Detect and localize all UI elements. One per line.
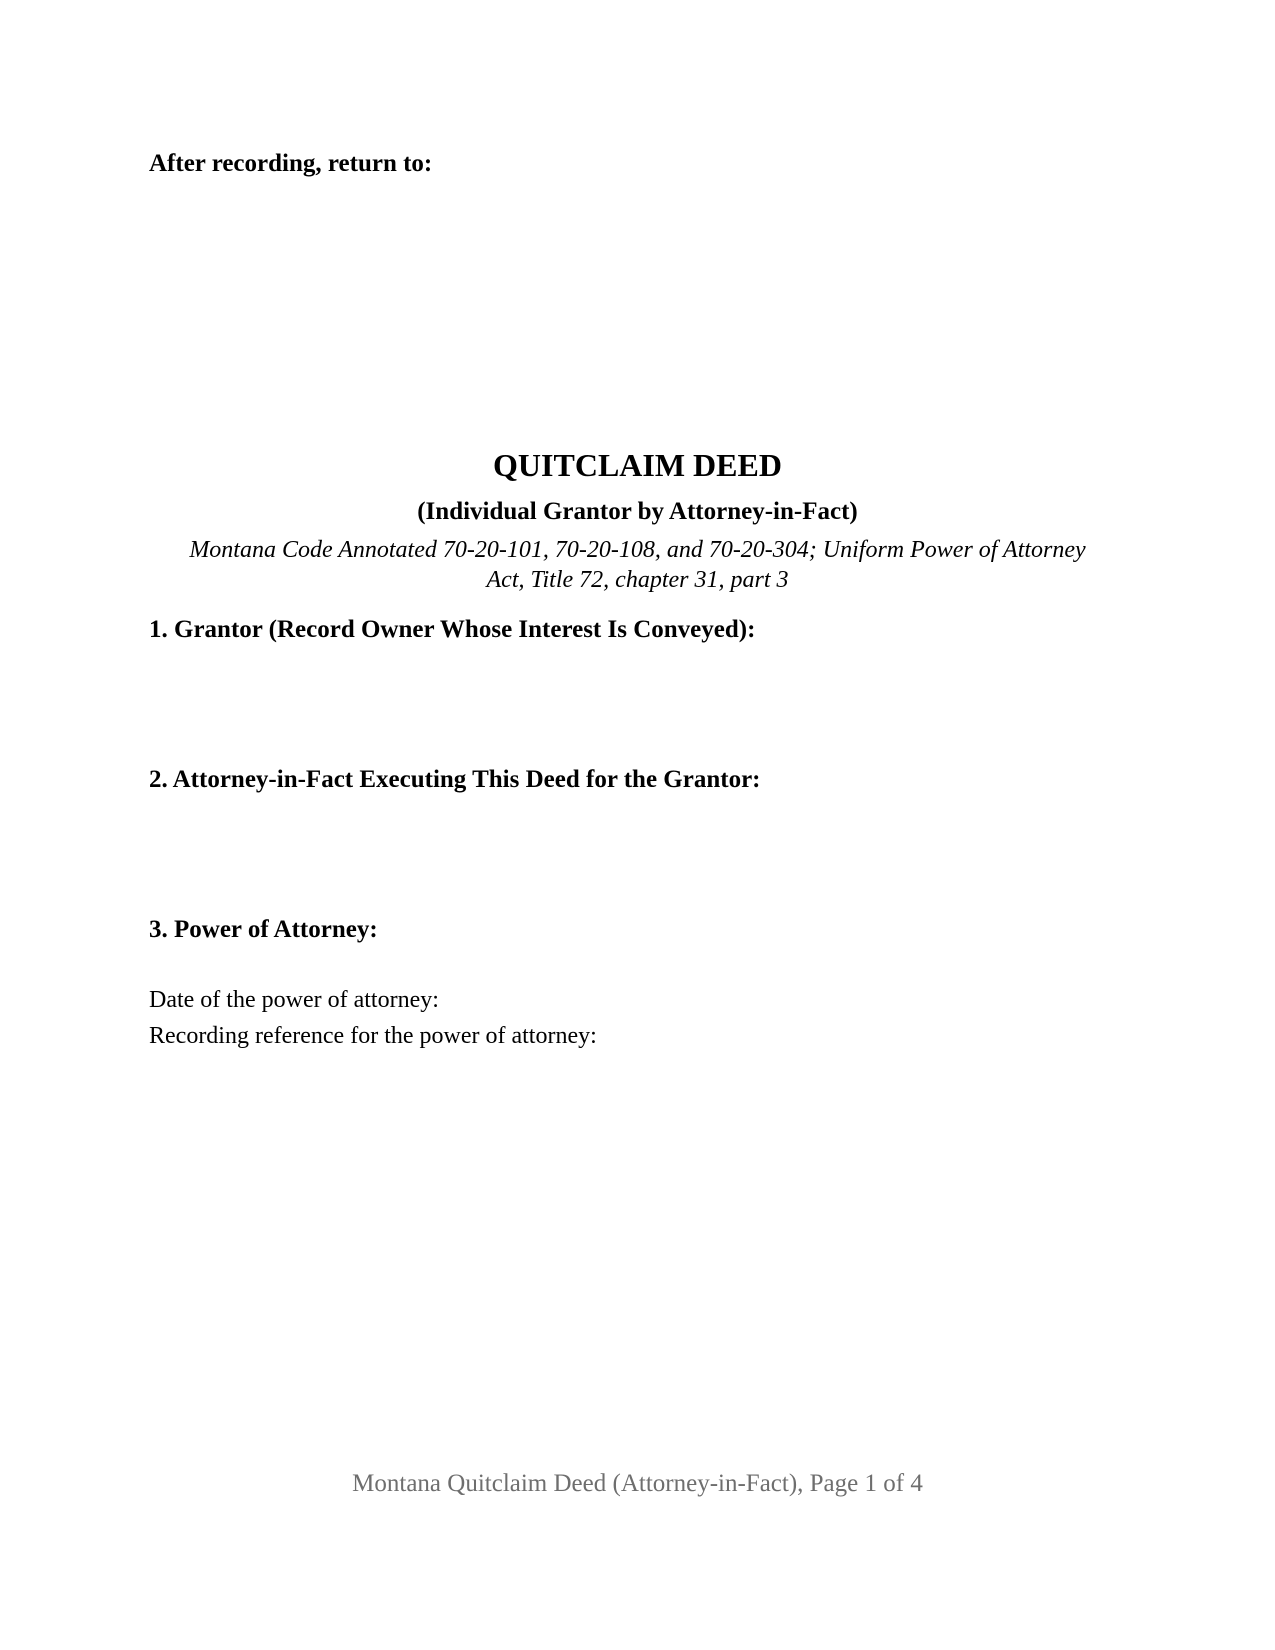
document-subtitle: (Individual Grantor by Attorney-in-Fact): [417, 498, 858, 525]
statute-citation-line-2: Act, Title 72, chapter 31, part 3: [486, 567, 789, 593]
poa-date-label: Date of the power of attorney:: [149, 987, 439, 1013]
page-footer: Montana Quitclaim Deed (Attorney-in-Fact), Page 1 of 4: [352, 1470, 923, 1497]
statute-citation: [150, 535, 1125, 595]
statute-citation-line-1: Montana Code Annotated 70-20-101, 70-20-108, and 70-20-304; Uniform Power of Attorney: [189, 537, 1086, 563]
document-title: QUITCLAIM DEED: [493, 447, 782, 483]
power-of-attorney-section-heading: 3. Power of Attorney:: [149, 916, 378, 943]
poa-recording-reference-label: Recording reference for the power of attorney:: [149, 1023, 597, 1049]
attorney-in-fact-section-heading: 2. Attorney-in-Fact Executing This Deed for the Grantor:: [149, 766, 761, 793]
grantor-section-heading: 1. Grantor (Record Owner Whose Interest Is Conveyed):: [149, 616, 756, 643]
return-address-label: After recording, return to:: [149, 150, 433, 177]
